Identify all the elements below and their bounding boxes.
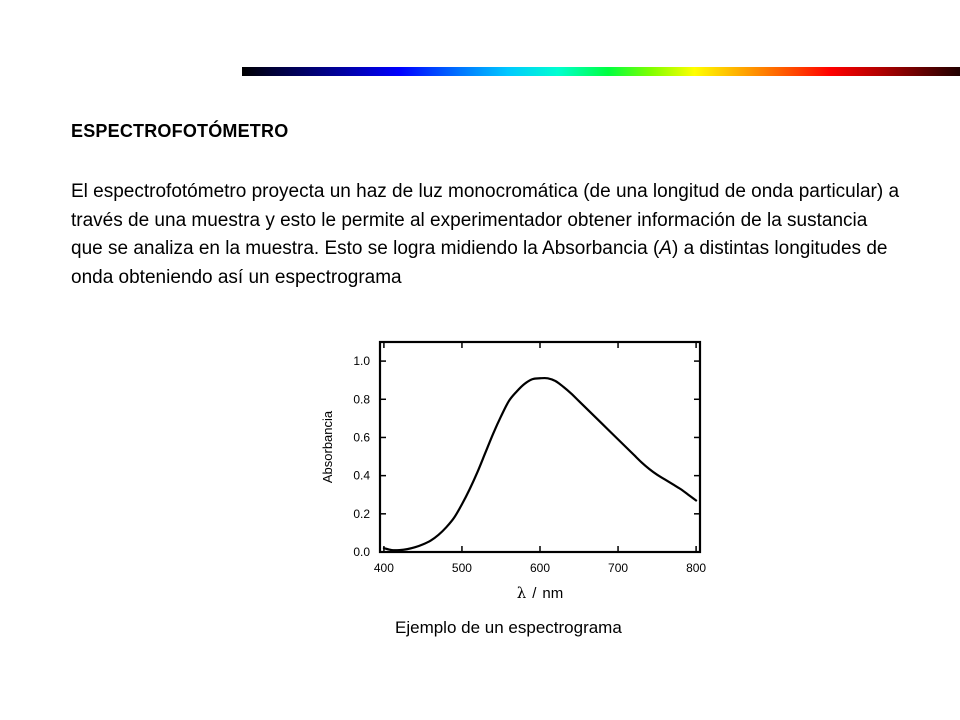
x-axis-label-unit: nm: [542, 585, 564, 602]
paragraph-text-start: El espectrofotómetro proyecta un haz de luz monocromática (de una longitud de onda particular) a través de una muestra y esto le permite al experimentador obtener información de la sustancia que se analiza en la muestra. Esto se logra midiendo la Absorbancia (: [71, 181, 900, 259]
paragraph-text-end: ) a distintas longitudes de onda obteniendo así un espectrograma: [71, 238, 888, 288]
x-axis-label-symbol: λ: [516, 584, 527, 602]
slide-title: ESPECTROFOTÓMETRO: [71, 121, 289, 141]
x-tick-label-600: 600: [529, 561, 551, 575]
x-tick-label-400: 400: [373, 561, 394, 575]
chart-caption: Ejemplo de un espectrograma: [395, 618, 622, 637]
y-tick-label-0.8: 0.8: [353, 392, 370, 407]
x-axis-label-separator: /: [532, 585, 537, 602]
plot-frame: [380, 342, 700, 552]
x-axis-label: [517, 584, 564, 602]
description-paragraph: [71, 178, 901, 292]
y-tick-label-1: 1.0: [353, 354, 370, 369]
paragraph-italic-symbol: A: [659, 238, 672, 259]
spectrogram-chart: [310, 330, 720, 610]
axis-ticks: [380, 342, 700, 552]
spectrum-color-bar: [242, 67, 960, 76]
y-tick-label-0: 0.0: [353, 545, 370, 559]
y-axis-label: Absorbancia: [320, 410, 335, 484]
x-tick-label-700: 700: [608, 561, 629, 575]
x-tick-label-800: 800: [686, 561, 707, 575]
y-tick-label-0.4: 0.4: [353, 468, 370, 483]
axis-tick-labels: [353, 354, 706, 575]
x-tick-label-500: 500: [451, 561, 472, 575]
y-tick-label-0.2: 0.2: [353, 506, 370, 521]
absorbance-series-line: [384, 378, 696, 550]
y-tick-label-0.6: 0.6: [353, 430, 370, 445]
chart-svg: [310, 330, 720, 610]
